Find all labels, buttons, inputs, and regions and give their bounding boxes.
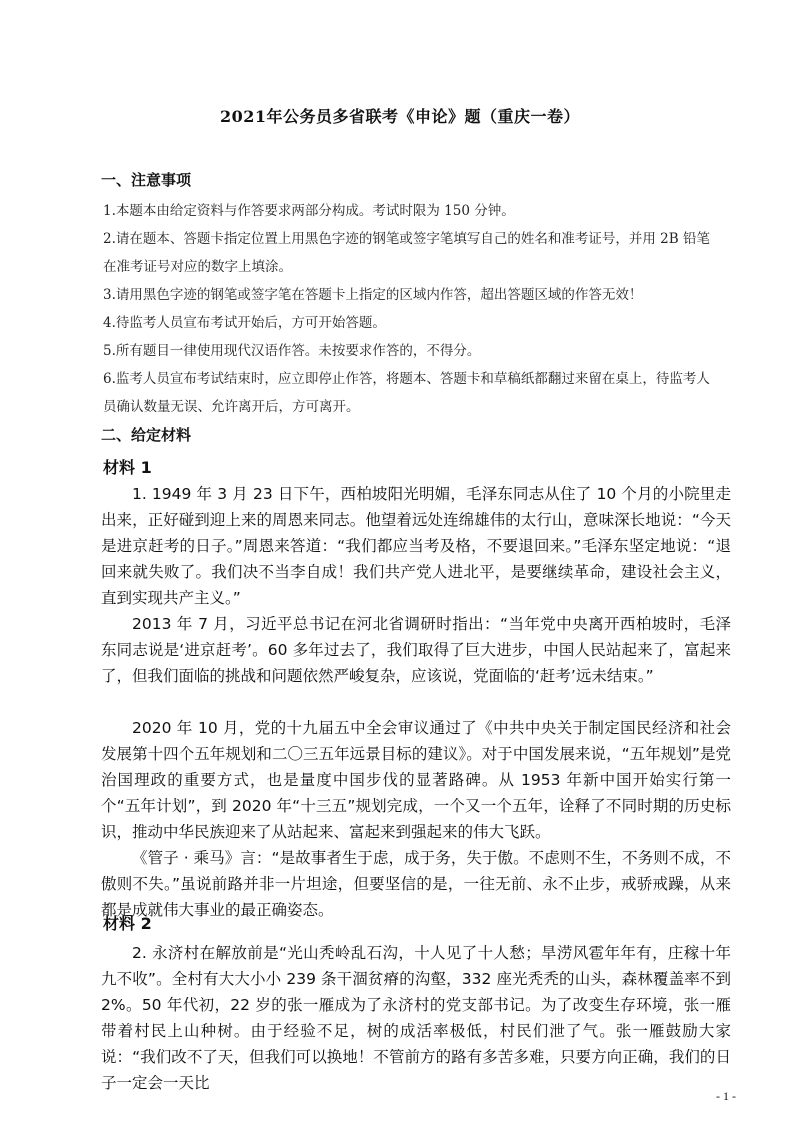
note-item: 3.请用黑色字迹的钢笔或签字笔在答题卡上指定的区域内作答，超出答题区域的作答无效！ <box>103 287 643 303</box>
note-item: 5.所有题目一律使用现代汉语作答。未按要求作答的，不得分。 <box>103 343 481 359</box>
note-item: 6.监考人员宣布考试结束时，应立即停止作答，将题本、答题卡和草稿纸都翻过来留在桌上，待监考人员确认数量无误、允许离开后，方可离开。 <box>103 371 710 415</box>
note-item: 4.待监考人员宣布考试开始后，方可开始答题。 <box>103 315 386 331</box>
section-heading-materials: 二、给定材料 <box>101 426 192 444</box>
material-heading: 材料 1 <box>103 458 152 477</box>
note-item: 2.请在题本、答题卡指定位置上用黑色字迹的钢笔或签字笔填写自己的姓名和准考证号，并用 2B 铅笔在准考证号对应的数字上填涂。 <box>103 231 710 275</box>
page-number: - 1 - <box>716 1089 736 1103</box>
page-title: 2021年公务员多省联考《申论》题（重庆一卷） <box>219 107 581 126</box>
material-paragraph: 1. 1949 年 3 月 23 日下午，西柏坡阳光明媚，毛泽东同志从住了 10 个月的小院里走出来，正好碰到迎上来的周恩来同志。他望着远处连绵雄伟的太行山，意味深长地说：“今天是进京赶考的日子。”周恩来答道：“我们都应当考及格，不要退回来。”毛泽东坚定地说：“退回来就失败了。我们决不当李自成！我们共产党人进北平，是要继续革命，建设社会主义，直到实现共产主义。” <box>101 485 731 607</box>
material-paragraph: 2020 年 10 月，党的十九届五中全会审议通过了《中共中央关于制定国民经济和社会发展第十四个五年规划和二〇三五年远景目标的建议》。对于中国发展来说，“五年规划”是党治国理政的重要方式，也是量度中国步伐的显著路碑。从 1953 年新中国开始实行第一个“五年计划”，到 2020 年“十三五”规划完成，一个又一个五年，诠释了不同时期的历史标识，推动中华民族迎来了从站起来、富起来到强起来的伟大飞跃。 <box>101 719 731 841</box>
note-item: 1.本题本由给定资料与作答要求两部分构成。考试时限为 150 分钟。 <box>103 203 515 219</box>
material-paragraph: 2. 永济村在解放前是“光山秃岭乱石沟，十人见了十人愁；旱涝风雹年年有，庄稼十年九不收”。全村有大大小小 239 条干涸贫瘠的沟壑，332 座光秃秃的山头，森林覆盖率不到 2%。50 年代初，22 岁的张一雁成为了永济村的党支部书记。为了改变生存环境，张一雁带着村民上山种树。由于经验不足，树的成活率极低，村民们泄了气。张一雁鼓励大家说：“我们改不了天，但我们可以换地！不管前方的路有多苦多难，只要方向正确，我们的日子一定会一天比 <box>101 944 731 1092</box>
section-heading-notes: 一、注意事项 <box>101 171 192 189</box>
material-paragraph: 2013 年 7 月，习近平总书记在河北省调研时指出：“当年党中央离开西柏坡时，毛泽东同志说是‘进京赶考’。60 多年过去了，我们取得了巨大进步，中国人民站起来了，富起来了，但我们面临的挑战和问题依然严峻复杂，应该说，党面临的‘赶考’远未结束。” <box>101 615 731 685</box>
material-paragraph: 《管子 · 乘马》言：“是故事者生于虑，成于务，失于傲。不虑则不生，不务则不成，不傲则不失。”虽说前路并非一片坦途，但要坚信的是，一往无前、永不止步，戒骄戒躁，从来都是成就伟大事业的最正确姿态。 <box>101 849 731 919</box>
material-heading: 材料 2 <box>103 914 152 933</box>
